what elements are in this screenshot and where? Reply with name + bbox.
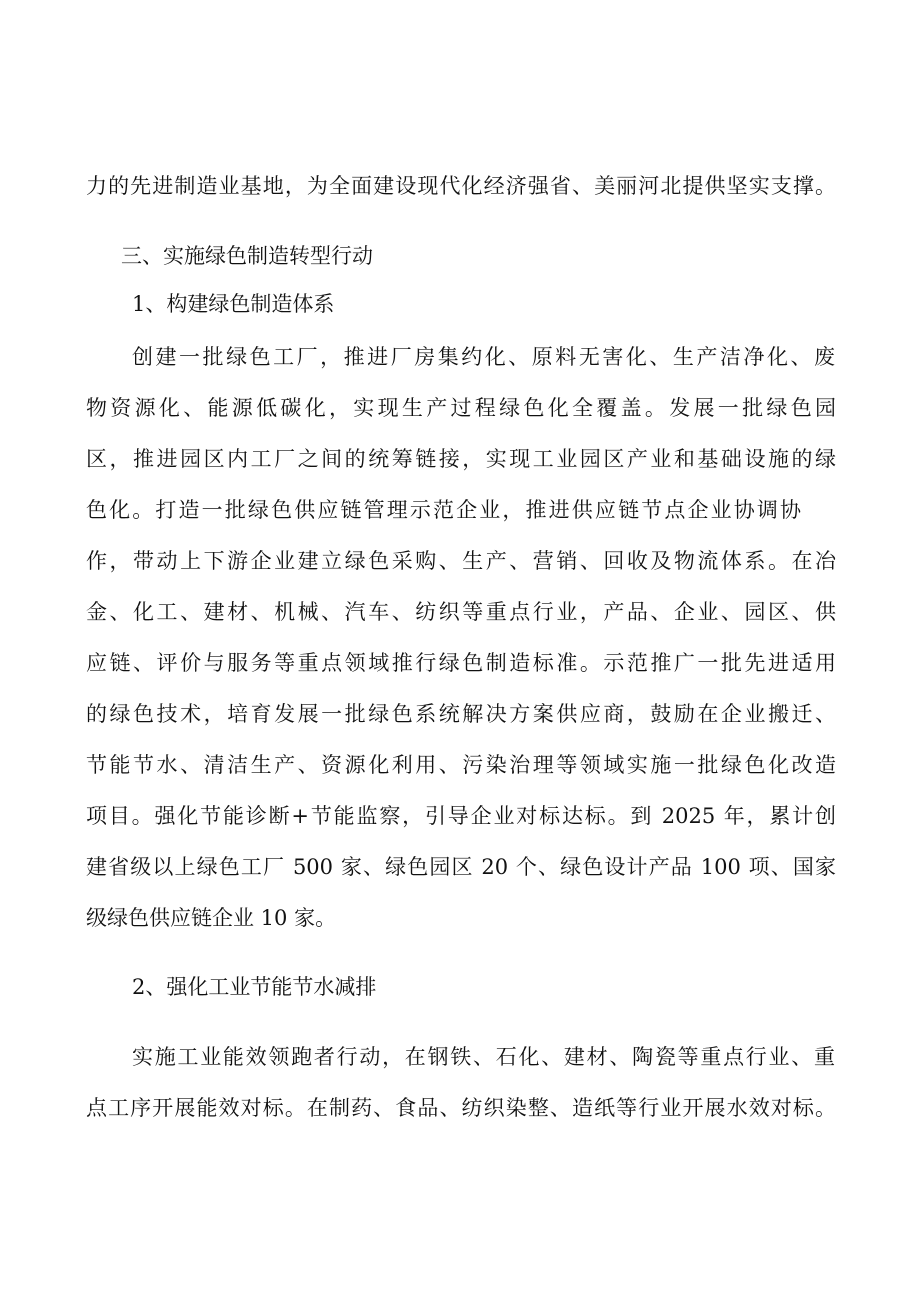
paragraph-1-line: 节能节水、清洁生产、资源化利用、污染治理等领域实施一批绿色化改造: [86, 753, 836, 777]
paragraph-2-line: 实施工业能效领跑者行动，在钢铁、石化、建材、陶瓷等重点行业、重: [132, 1045, 835, 1069]
paragraph-2-line: 点工序开展能效对标。在制药、食品、纺织染整、造纸等行业开展水效对标。: [86, 1096, 836, 1120]
paragraph-1-line: 级绿色供应链企业 10 家。: [86, 906, 337, 930]
section-heading: 三、实施绿色制造转型行动: [121, 244, 373, 268]
paragraph-1-line: 区，推进园区内工厂之间的统筹链接，实现工业园区产业和基础设施的绿: [86, 447, 836, 471]
paragraph-1-line: 作，带动上下游企业建立绿色采购、生产、营销、回收及物流体系。在冶: [86, 549, 836, 573]
paragraph-1-line: 建省级以上绿色工厂 500 家、绿色园区 20 个、绿色设计产品 100 项、国家: [86, 855, 836, 879]
paragraph-1-line: 项目。强化节能诊断+节能监察，引导企业对标达标。到 2025 年，累计创: [86, 804, 836, 828]
intro-line: 力的先进制造业基地，为全面建设现代化经济强省、美丽河北提供坚实支撑。: [86, 174, 836, 198]
paragraph-1-line: 应链、评价与服务等重点领域推行绿色制造标准。示范推广一批先进适用: [86, 651, 836, 675]
paragraph-1-line: 的绿色技术，培育发展一批绿色系统解决方案供应商，鼓励在企业搬迁、: [86, 702, 836, 726]
paragraph-1-line: 金、化工、建材、机械、汽车、纺织等重点行业，产品、企业、园区、供: [86, 600, 836, 624]
subsection-1-heading: 1、构建绿色制造体系: [132, 292, 335, 316]
paragraph-1-line: 物资源化、能源低碳化，实现生产过程绿色化全覆盖。发展一批绿色园: [86, 396, 836, 420]
paragraph-1-line: 创建一批绿色工厂，推进厂房集约化、原料无害化、生产洁净化、废: [132, 345, 835, 369]
subsection-2-heading: 2、强化工业节能节水减排: [132, 975, 377, 999]
paragraph-1-line: 色化。打造一批绿色供应链管理示范企业，推进供应链节点企业协调协: [86, 498, 801, 522]
